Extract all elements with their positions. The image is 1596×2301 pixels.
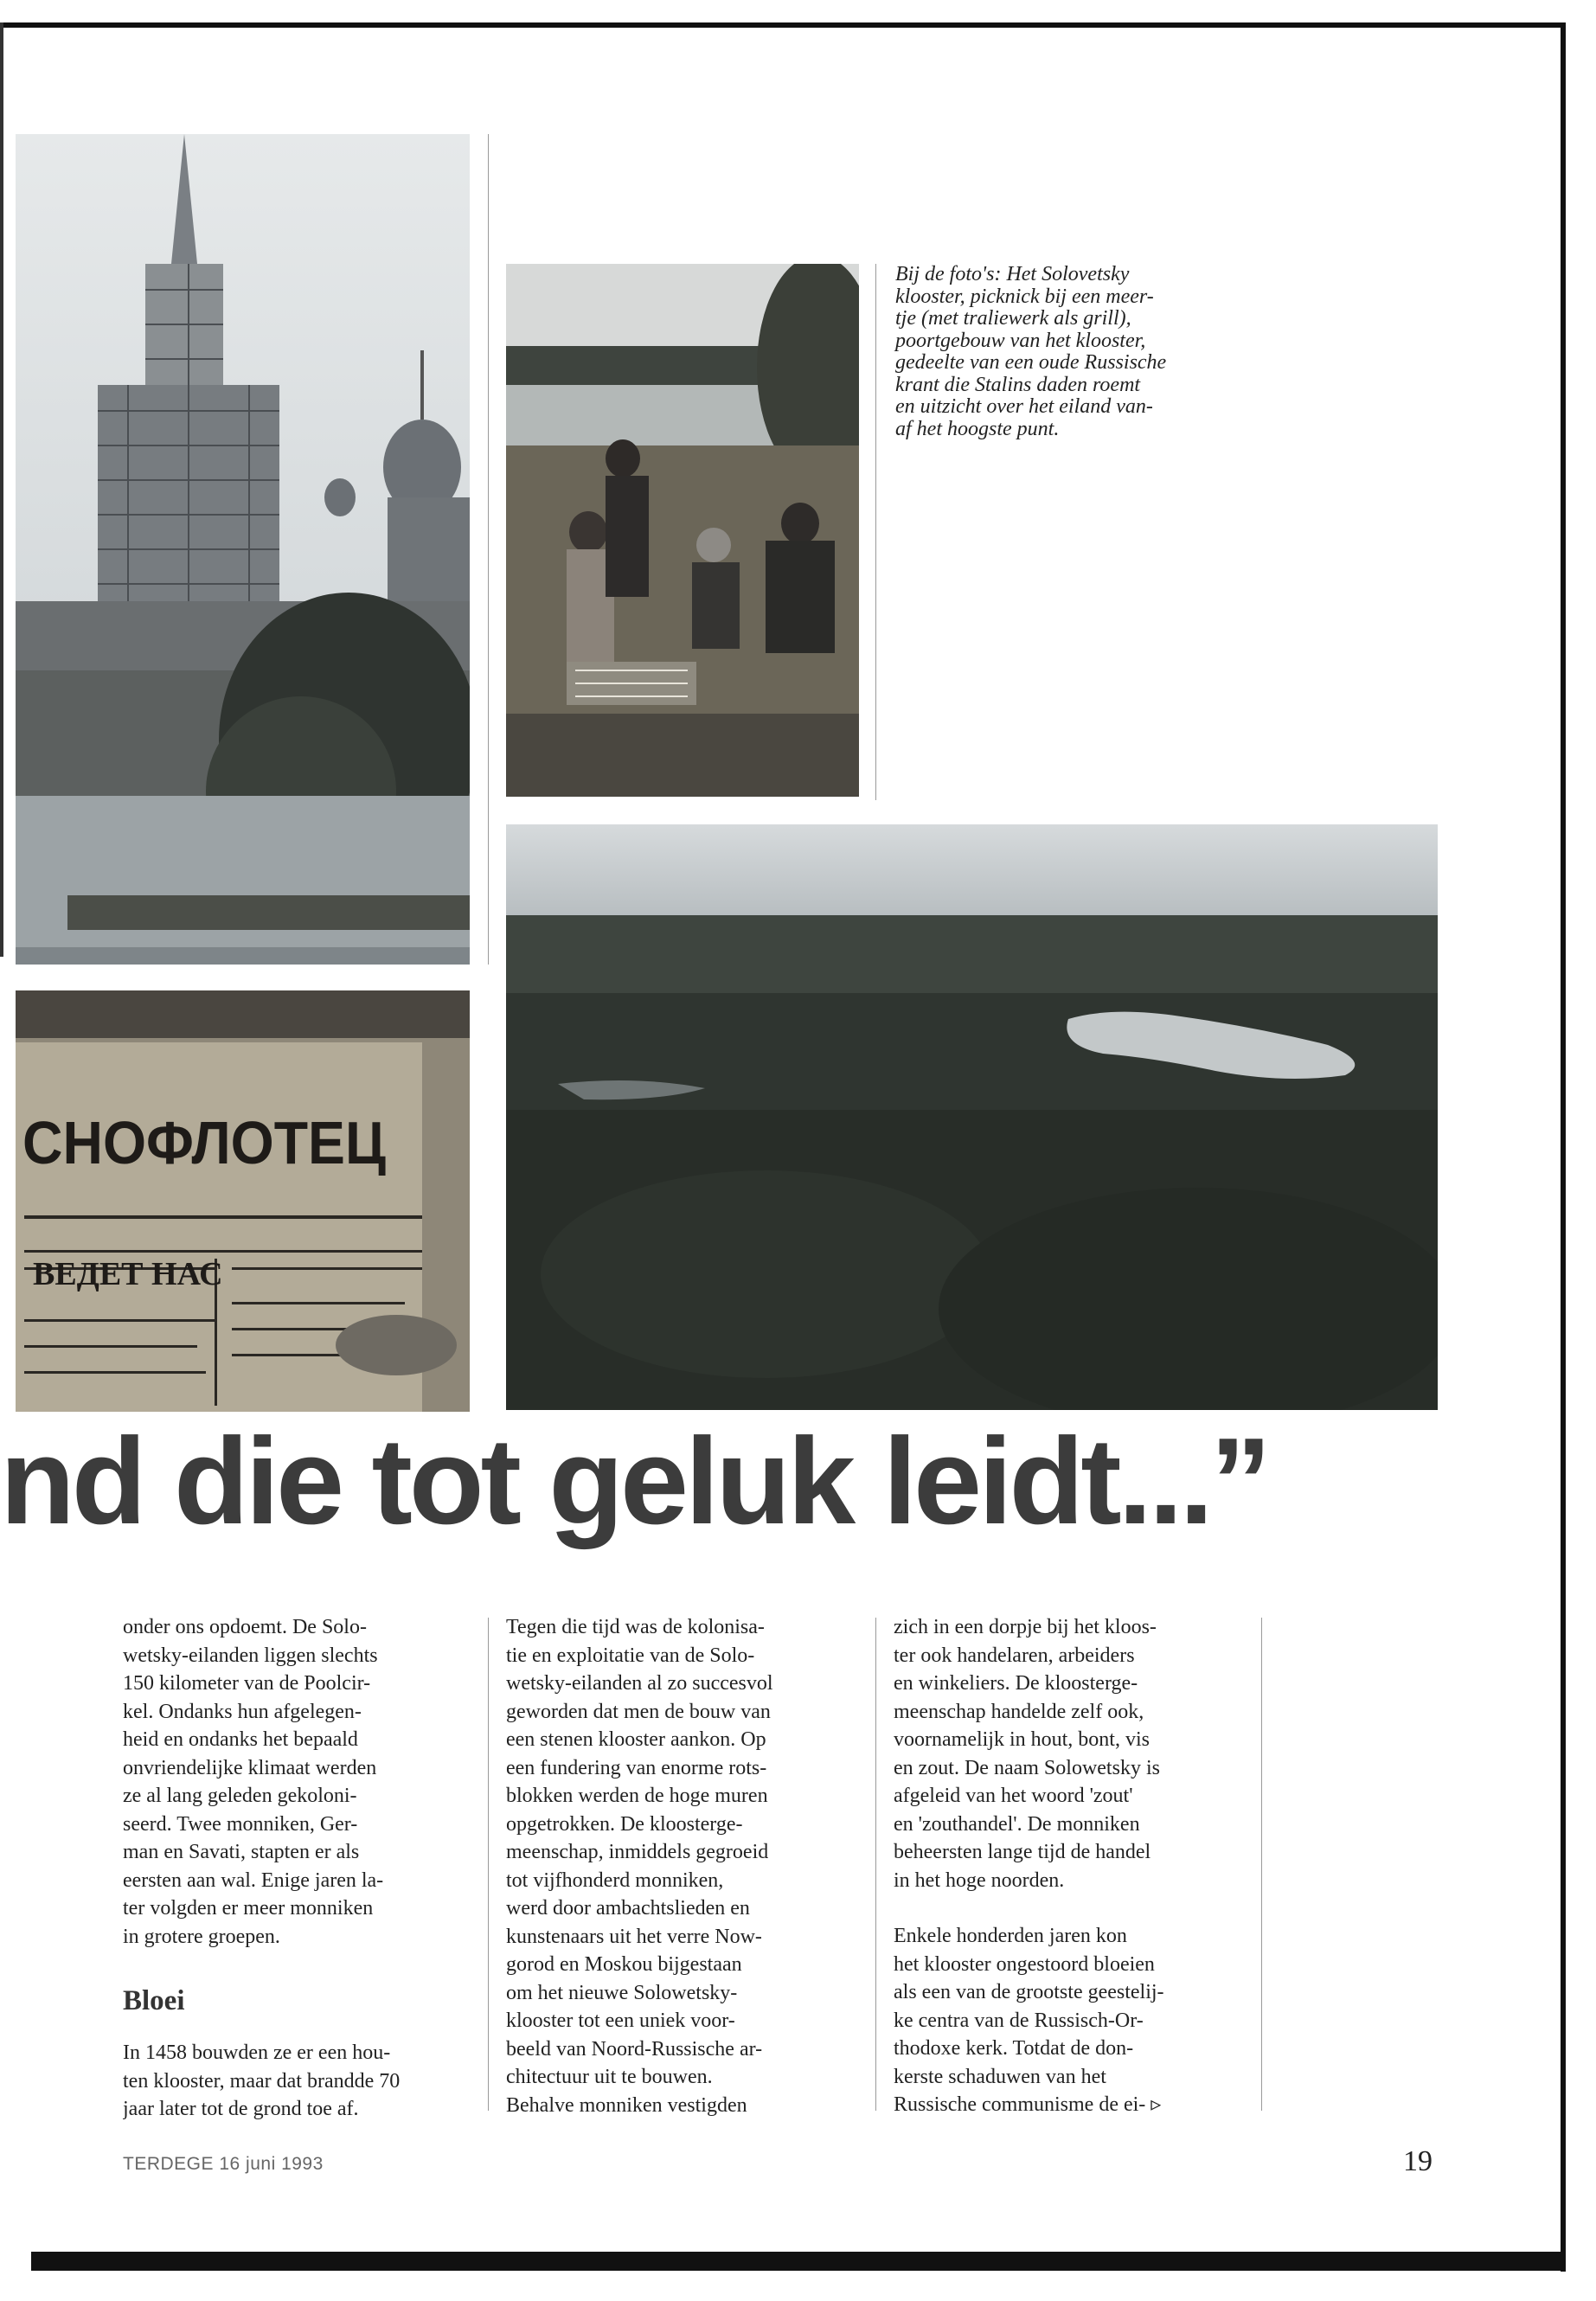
body-line: werd door ambachtslieden en (506, 1897, 750, 1920)
body-line: kel. Ondanks hun afgelegen- (123, 1700, 362, 1723)
column-rule (488, 134, 489, 965)
photo-monastery (16, 134, 470, 965)
body-line: klooster tot een uniek voor- (506, 2009, 735, 2032)
right-border-rule (1561, 22, 1566, 2272)
body-line: In 1458 bouwden ze er een hou- (123, 2041, 391, 2064)
body-line: onvriendelijke klimaat werden (123, 1756, 377, 1779)
article-column-1 (123, 1613, 471, 2124)
paragraph-gap (894, 1894, 1241, 1922)
caption-line: klooster, picknick bij een meer- (895, 285, 1154, 308)
body-line: als een van de grootste geestelij- (894, 1981, 1164, 2003)
body-line: Tegen die tijd was de kolonisa- (506, 1616, 765, 1638)
body-line: ter volgden er meer monniken (123, 1897, 374, 1920)
body-line: kunstenaars uit het verre Now- (506, 1925, 762, 1948)
body-line: Enkele honderden jaren kon (894, 1925, 1127, 1947)
caption-line: en uitzicht over het eiland van- (895, 395, 1153, 418)
photo-picnic (506, 264, 859, 797)
body-line: om het nieuwe Solowetsky- (506, 1981, 738, 2004)
column-rule (875, 264, 876, 800)
body-line: ke centra van de Russisch-Or- (894, 2009, 1144, 2032)
column-rule (1261, 1618, 1262, 2111)
caption-line: gedeelte van een oude Russische (895, 351, 1167, 374)
body-line: geworden dat men de bouw van (506, 1700, 771, 1723)
body-line: ter ook handelaren, arbeiders (894, 1644, 1135, 1667)
caption-line: tje (met traliewerk als grill), (895, 307, 1131, 330)
footer-publication: TERDEGE 16 juni 1993 (123, 2154, 324, 2174)
caption-line: af het hoogste punt. (895, 417, 1060, 440)
caption-line: poortgebouw van het klooster, (895, 329, 1146, 352)
body-line: en zout. De naam Solowetsky is (894, 1756, 1160, 1779)
body-line: een stenen klooster aankon. Op (506, 1728, 766, 1751)
section-subhead: Bloei (123, 1985, 185, 2016)
body-line: ten klooster, maar dat brandde 70 (123, 2069, 401, 2093)
article-column-2 (506, 1613, 854, 2119)
body-line: wetsky-eilanden liggen slechts (123, 1644, 378, 1667)
body-line: onder ons opdoemt. De Solo- (123, 1616, 367, 1638)
page-number: 19 (1403, 2145, 1433, 2177)
headline: nd die tot geluk leidt...” (0, 1413, 1268, 1550)
body-line: meenschap, inmiddels gegroeid (506, 1841, 769, 1863)
column-rule (875, 1618, 876, 2111)
newspaper-subline: ВЕДЕТ НАС (33, 1256, 223, 1292)
body-line: blokken werden de hoge muren (506, 1785, 768, 1807)
body-line: man en Savati, stapten er als (123, 1841, 360, 1863)
body-line: in het hoge noorden. (894, 1868, 1065, 1892)
body-line: tot vijfhonderd monniken, (506, 1868, 724, 1892)
article-column-3 (894, 1613, 1241, 2119)
body-line: thodoxe kerk. Totdat de don- (894, 2037, 1134, 2060)
caption-line: krant die Stalins daden roemt (895, 373, 1141, 396)
bottom-border-rule (31, 2252, 1566, 2271)
body-line: afgeleid van het woord 'zout' (894, 1785, 1133, 1807)
photo-landscape (506, 824, 1438, 1410)
body-line: in grotere groepen. (123, 1925, 280, 1948)
body-line: opgetrokken. De kloosterge- (506, 1812, 743, 1836)
body-line: beheersten lange tijd de handel (894, 1841, 1151, 1863)
body-line: het klooster ongestoord bloeien (894, 1952, 1155, 1976)
body-line: en 'zouthandel'. De monniken (894, 1812, 1140, 1836)
body-line: wetsky-eilanden al zo succesvol (506, 1672, 773, 1695)
body-line: Behalve monniken vestigden (506, 2093, 747, 2117)
body-line: seerd. Twee monniken, Ger- (123, 1812, 358, 1836)
photo-newspaper (16, 990, 470, 1412)
caption-line: Bij de foto's: Het Solovetsky (895, 263, 1130, 285)
body-line: Russische communisme de ei- ▹ (894, 2093, 1162, 2116)
photo-caption (895, 264, 1241, 440)
body-line: eersten aan wal. Enige jaren la- (123, 1868, 384, 1892)
body-line: zich in een dorpje bij het kloos- (894, 1616, 1157, 1638)
body-line: chitectuur uit te bouwen. (506, 2066, 713, 2088)
left-border-rule (0, 22, 3, 957)
body-line: heid en ondanks het bepaald (123, 1728, 358, 1751)
body-line: en winkeliers. De kloosterge- (894, 1672, 1138, 1695)
body-line: 150 kilometer van de Poolcir- (123, 1672, 371, 1695)
body-line: gorod en Moskou bijgestaan (506, 1953, 742, 1976)
body-line: beeld van Noord-Russische ar- (506, 2037, 763, 2061)
body-line: tie en exploitatie van de Solo- (506, 1644, 755, 1667)
newspaper-masthead: СНОФЛОТЕЦ (22, 1109, 386, 1176)
column-rule (488, 1618, 489, 2111)
body-line: een fundering van enorme rots- (506, 1756, 767, 1779)
body-line: jaar later tot de grond toe af. (123, 2098, 359, 2120)
top-border-rule (0, 22, 1566, 28)
body-line: kerste schaduwen van het (894, 2065, 1106, 2088)
body-line: voornamelijk in hout, bont, vis (894, 1728, 1150, 1751)
body-line: meenschap handelde zelf ook, (894, 1700, 1144, 1723)
body-line: ze al lang geleden gekoloni- (123, 1785, 357, 1807)
